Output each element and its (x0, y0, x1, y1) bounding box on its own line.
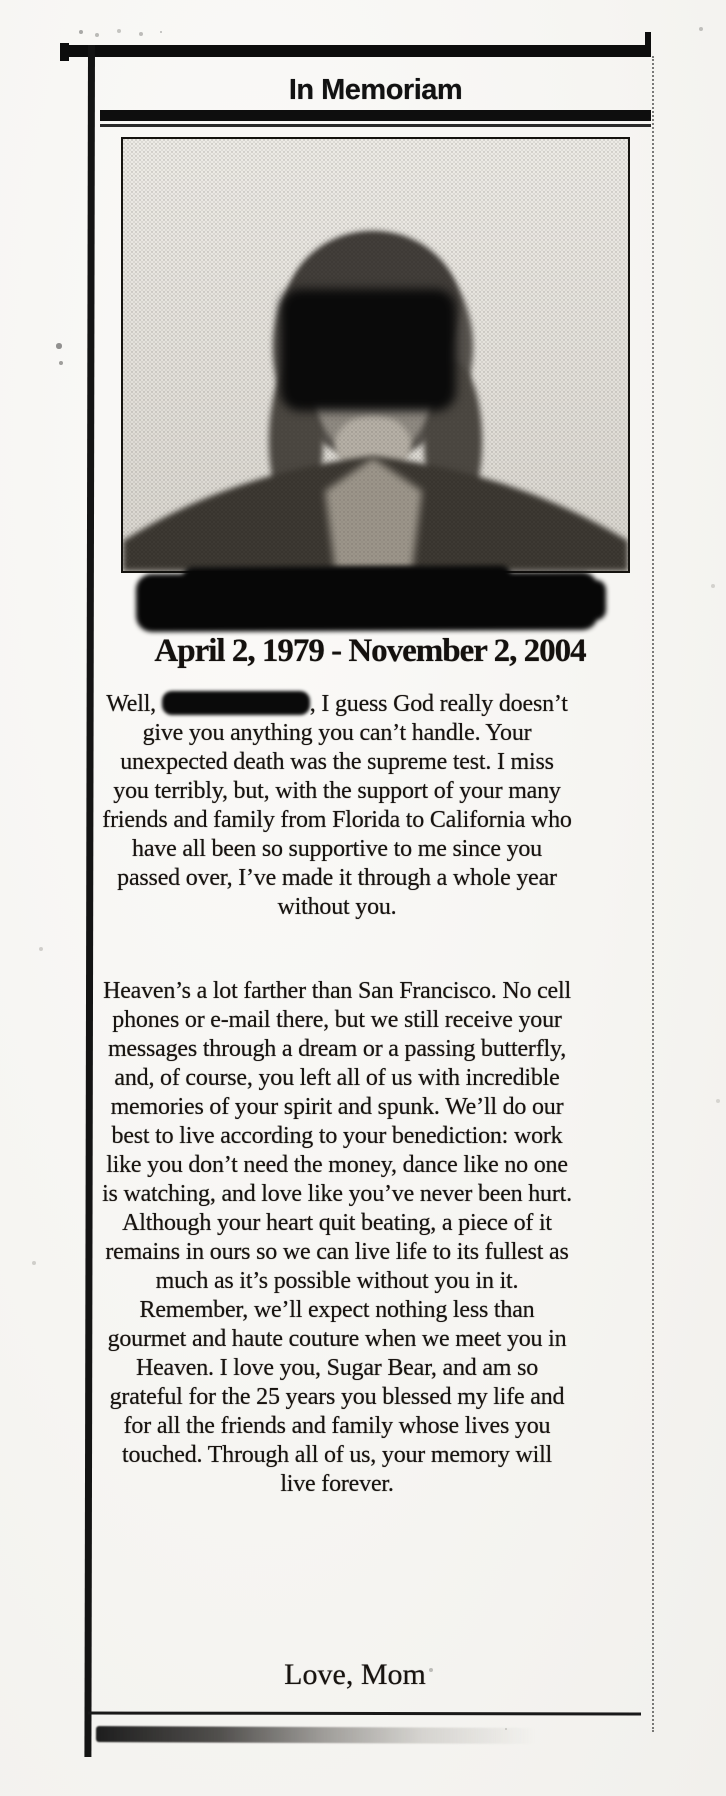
scan-speck-noise (0, 0, 2, 2)
face-redaction-bar (280, 289, 456, 411)
inline-name-redaction (162, 691, 310, 715)
bottom-border-rule (88, 1712, 641, 1716)
paragraph-1-text-after: , I guess God really doesn’t give you anything you can’t handle. Your unexpected death was the supreme test. I miss you terribly, but, with the support of your many friends and family from Florida to California who have all been so supportive to me since you passed over, I’ve made it through a whole year without you. (102, 691, 572, 920)
section-title: In Memoriam (288, 74, 463, 106)
header-double-rule-thin (100, 124, 651, 127)
signature: Love, Mom (284, 1658, 426, 1691)
life-dates: April 2, 1979 - November 2, 2004 (154, 633, 586, 669)
name-redaction-bar (136, 572, 598, 632)
paragraph-1-text-before: Well, (106, 691, 162, 717)
memorial-paragraph-2: Heaven’s a lot farther than San Francisco. No cell phones or e-mail there, but we still receive your messages through a dream or a passing butterfly, and, of course, you left all of us with incredible memories of your spirit and spunk. We’ll do our best to live according to your benediction: work like you don’t need the money, dance like no one is watching, and love like you’ve never been hurt. Although your heart quit beating, a piece of it remains in ours so we can live life to its fullest as much as it’s possible without you in it. Remember, we’ll expect nothing less than gourmet and haute couture when we meet you in Heaven. I love you, Sugar Bear, and am so grateful for the 25 years you blessed my life and for all the friends and family whose lives you touched. Through all of us, your memory will live forever. (102, 978, 572, 1497)
memorial-paragraph-1 (102, 690, 572, 922)
top-border-rule (62, 45, 651, 57)
ink-smudge (96, 1726, 536, 1744)
portrait-photo-frame (121, 137, 630, 573)
left-column-rule (84, 45, 95, 1757)
header-double-rule-thick (100, 110, 651, 121)
right-column-rule (652, 56, 654, 1732)
